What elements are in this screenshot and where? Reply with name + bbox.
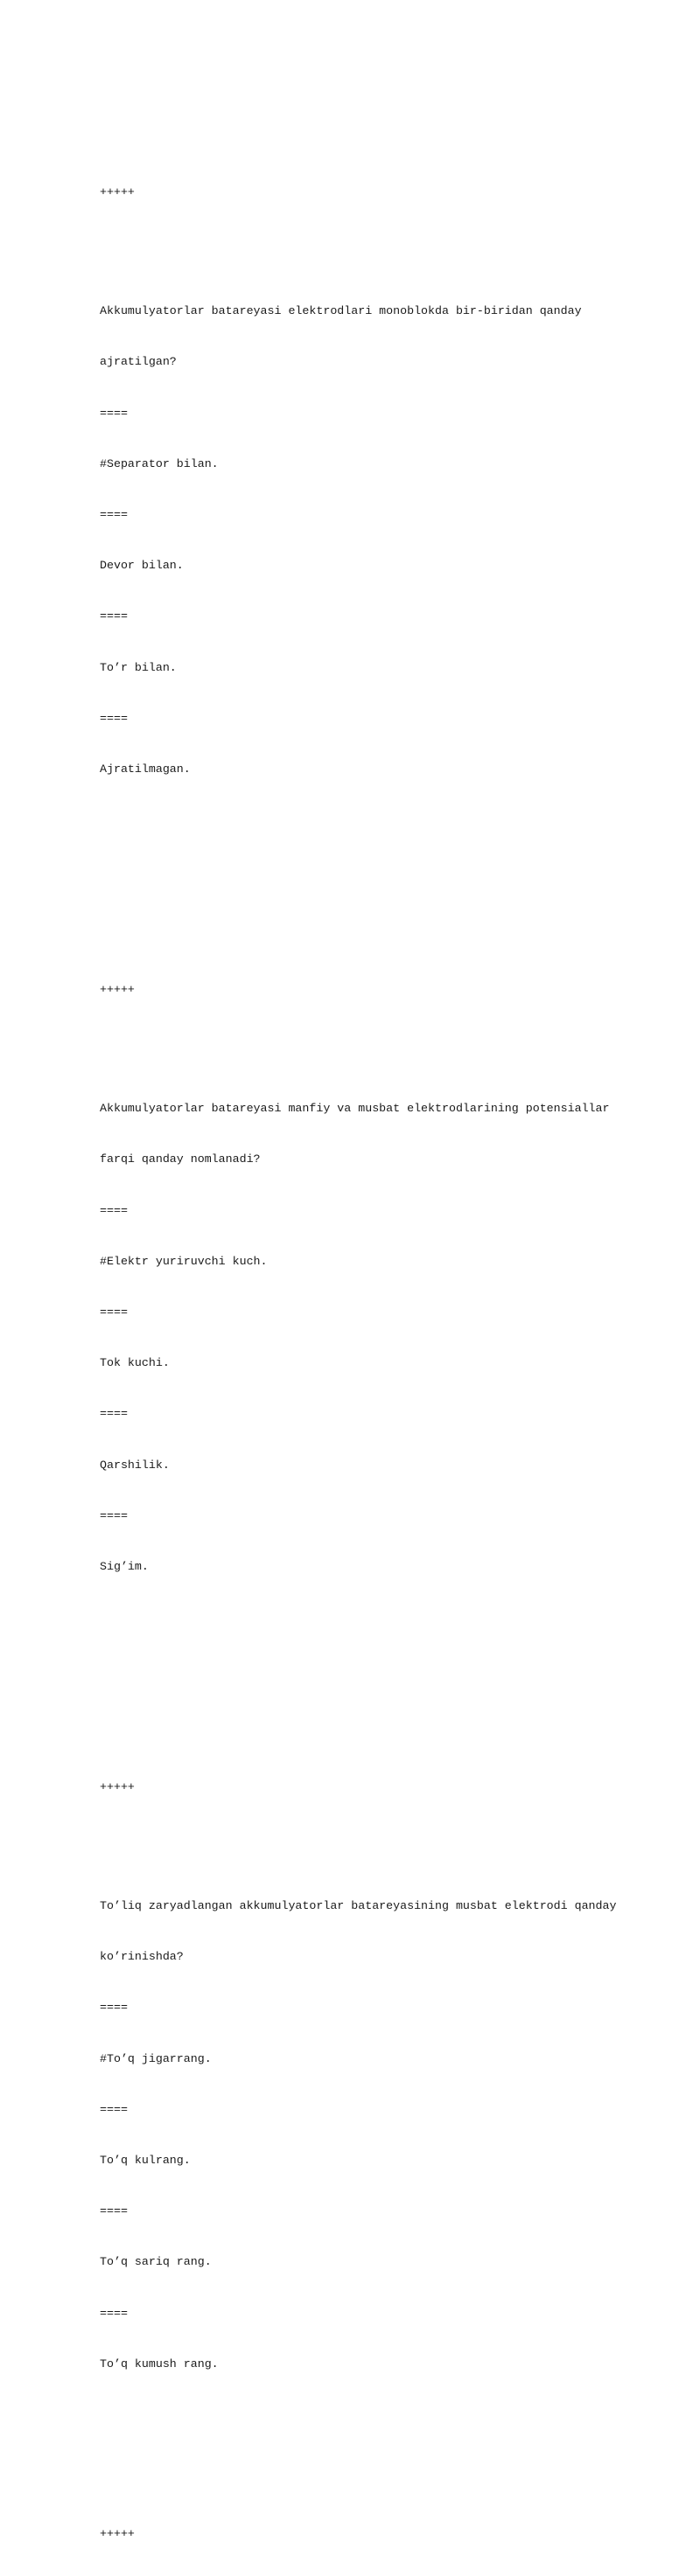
answer-divider: ==== [100, 1203, 128, 1217]
correct-answer: #Elektr yuriruvchi kuch. [100, 1254, 268, 1268]
correct-answer: #Separator bilan. [100, 456, 219, 470]
block-separator: +++++ [100, 185, 135, 199]
answer-divider: ==== [100, 1407, 128, 1421]
block-separator: +++++ [100, 1780, 135, 1794]
question-text-line: Akkumulyatorlar batareyasi manfiy va musbat elektrodlarining potensiallar [100, 1102, 610, 1116]
answer-option: To’q kumush rang. [100, 2357, 219, 2371]
answer-divider: ==== [100, 508, 128, 522]
answer-divider: ==== [100, 1508, 128, 1522]
answer-option: To’r bilan. [100, 660, 177, 674]
answer-divider: ==== [100, 609, 128, 623]
block-separator: +++++ [100, 983, 135, 997]
answer-divider: ==== [100, 1305, 128, 1319]
answer-divider: ==== [100, 2306, 128, 2320]
answer-divider: ==== [100, 2001, 128, 2015]
question-block-2 [100, 947, 660, 1676]
question-text-line: ko’rinishda? [100, 1950, 184, 1964]
answer-option: Devor bilan. [100, 559, 184, 573]
question-text-line: ajratilgan? [100, 355, 177, 369]
answer-option: To’q kulrang. [100, 2153, 191, 2167]
question-text-line: Akkumulyatorlar batareyasi elektrodlari monoblokda bir-biridan qanday [100, 304, 582, 318]
correct-answer: #To’q jigarrang. [100, 2051, 212, 2065]
document-page [100, 82, 660, 2576]
answer-option: To’q sariq rang. [100, 2255, 212, 2269]
answer-divider: ==== [100, 711, 128, 725]
question-block-1 [100, 150, 660, 880]
answer-option: Sig’im. [100, 1559, 149, 1573]
block-separator: +++++ [100, 2526, 135, 2540]
answer-divider: ==== [100, 2204, 128, 2218]
answer-divider: ==== [100, 406, 128, 420]
question-text-line: To’liq zaryadlangan akkumulyatorlar batareyasining musbat elektrodi qanday [100, 1898, 617, 1912]
answer-option: Qarshilik. [100, 1458, 170, 1472]
question-block-3 [100, 1744, 660, 2474]
answer-divider: ==== [100, 2102, 128, 2116]
question-text-line: farqi qanday nomlanadi? [100, 1152, 261, 1166]
answer-option: Tok kuchi. [100, 1356, 170, 1370]
answer-option: Ajratilmagan. [100, 762, 191, 776]
